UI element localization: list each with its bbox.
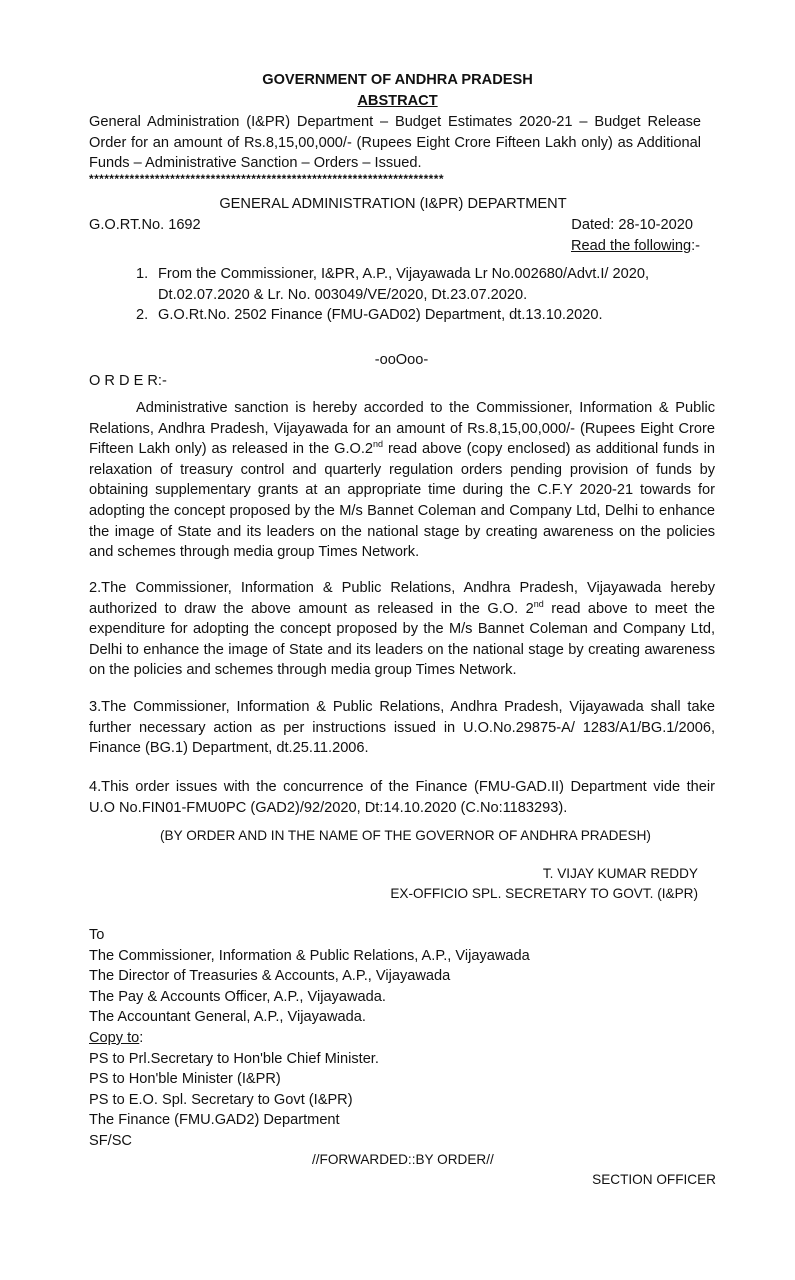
copy-to-label: Copy to (89, 1029, 140, 1046)
ordinal-suffix: nd (533, 598, 544, 609)
go-number: G.O.RT.No. 1692 (89, 217, 201, 233)
order-paragraph-1 (89, 398, 715, 563)
paragraph-text: read above to meet the expenditure for adopting the concept proposed by the M/s Bannet Coleman and Company Ltd, Delhi to enhance the image of State and its leaders on the national stage by creating awareness on the policies and schemes through media group Times Network. (89, 600, 715, 679)
copy-item: PS to Prl.Secretary to Hon'ble Chief Minister. (89, 1050, 379, 1067)
abstract-text: General Administration (I&PR) Department – Budget Estimates 2020-21 – Budget Release Order for an amount of Rs.8,15,00,000/- (Rupees Eight Crore Fifteen Lakh only) as Additional Funds – Administrative Sanction – Orders – Issued. (89, 114, 701, 172)
reference-item (136, 264, 696, 305)
recipients-block (89, 925, 530, 1152)
copy-item: SF/SC (89, 1132, 132, 1149)
paragraph-text: Administrative sanction is hereby accorded to the Commissioner, Information & Public Relations, Andhra Pradesh, Vijayawada for an amount of Rs.8,15,00,000/- (Rupees Eight Crore Fifteen Lakh only) as released in the G.O.2 (89, 400, 715, 458)
reference-text: G.O.Rt.No. 2502 Finance (FMU-GAD02) Department, dt.13.10.2020. (158, 307, 603, 324)
to-label: To (89, 927, 105, 943)
copy-item: The Finance (FMU.GAD2) Department (89, 1112, 340, 1129)
asterisk-divider: ********************************************************************** (89, 172, 444, 186)
department-name: GENERAL ADMINISTRATION (I&PR) DEPARTMENT (219, 196, 567, 212)
recipient-item: The Director of Treasuries & Accounts, A.P., Vijayawada (89, 968, 451, 985)
section-separator: -ooOoo- (374, 352, 429, 368)
government-title: GOVERNMENT OF ANDHRA PRADESH (262, 72, 533, 88)
copy-item: PS to E.O. Spl. Secretary to Govt (I&PR) (89, 1091, 353, 1108)
reference-text: From the Commissioner, I&PR, A.P., Vijayawada Lr No.002680/Advt.I/ 2020, Dt.02.07.2020 & Lr. No. 003049/VE/2020, Dt.23.07.2020. (158, 266, 650, 303)
order-paragraph-2 (89, 578, 715, 681)
forwarded-line: //FORWARDED::BY ORDER// (312, 1152, 494, 1167)
copy-item: PS to Hon'ble Minister (I&PR) (89, 1071, 281, 1088)
paragraph-number: 2. (89, 580, 102, 596)
recipient-item: The Commissioner, Information & Public Relations, A.P., Vijayawada (89, 947, 530, 964)
signatory-designation: EX-OFFICIO SPL. SECRETARY TO GOVT. (I&PR) (390, 886, 698, 901)
paragraph-text: This order issues with the concurrence of the Finance (FMU-GAD.II) Department vide their U.O No.FIN01-FMU0PC (GAD2)/92/2020, Dt:14.10.2020 (C.No:1183293). (89, 779, 715, 816)
by-order-line: (BY ORDER AND IN THE NAME OF THE GOVERNOR OF ANDHRA PRADESH) (160, 828, 651, 843)
read-following (540, 236, 700, 257)
paragraph-number: 3. (89, 699, 102, 715)
order-paragraph-4 (89, 777, 715, 818)
paragraph-text: The Commissioner, Information & Public Relations, Andhra Pradesh, Vijayawada hereby authorized to draw the above amount as released in the G.O. 2 (89, 580, 715, 617)
recipient-item: The Accountant General, A.P., Vijayawada. (89, 1009, 366, 1026)
paragraph-text: read above (copy enclosed) as additional funds in relaxation of treasury control and quarterly regulation orders pending provision of funds by obtaining supplementary grants at an appropriate time during the C.F.Y 2020-21 towards for adopting the concept proposed by the M/s Bannet Coleman and Company Ltd, Delhi to enhance the image of State and its leaders on the national stage by creating awareness on the policies and schemes through media group Times Network. (89, 441, 716, 561)
copy-to-suffix: : (139, 1029, 144, 1046)
reference-number: 2. (136, 307, 149, 324)
read-following-suffix: :- (691, 238, 700, 254)
read-following-label: Read the following (571, 238, 692, 254)
ordinal-suffix: nd (373, 439, 384, 450)
reference-number: 1. (136, 266, 149, 282)
order-paragraph-3 (89, 697, 715, 759)
recipient-item: The Pay & Accounts Officer, A.P., Vijayawada. (89, 988, 386, 1005)
go-date: Dated: 28-10-2020 (571, 217, 693, 233)
section-officer: SECTION OFFICER (592, 1172, 716, 1187)
abstract-label: ABSTRACT (357, 93, 438, 109)
references-list (136, 264, 696, 326)
reference-item (136, 305, 696, 326)
paragraph-number: 4. (89, 779, 102, 795)
order-label: O R D E R:- (89, 373, 167, 389)
copy-to-heading (89, 1028, 530, 1049)
signatory-name: T. VIJAY KUMAR REDDY (542, 866, 698, 881)
paragraph-text: The Commissioner, Information & Public Relations, Andhra Pradesh, Vijayawada shall take further necessary action as per instructions issued in U.O.No.29875-A/ 1283/A1/BG.1/2006, Finance (BG.1) Department, dt.25.11.2006. (89, 699, 715, 757)
